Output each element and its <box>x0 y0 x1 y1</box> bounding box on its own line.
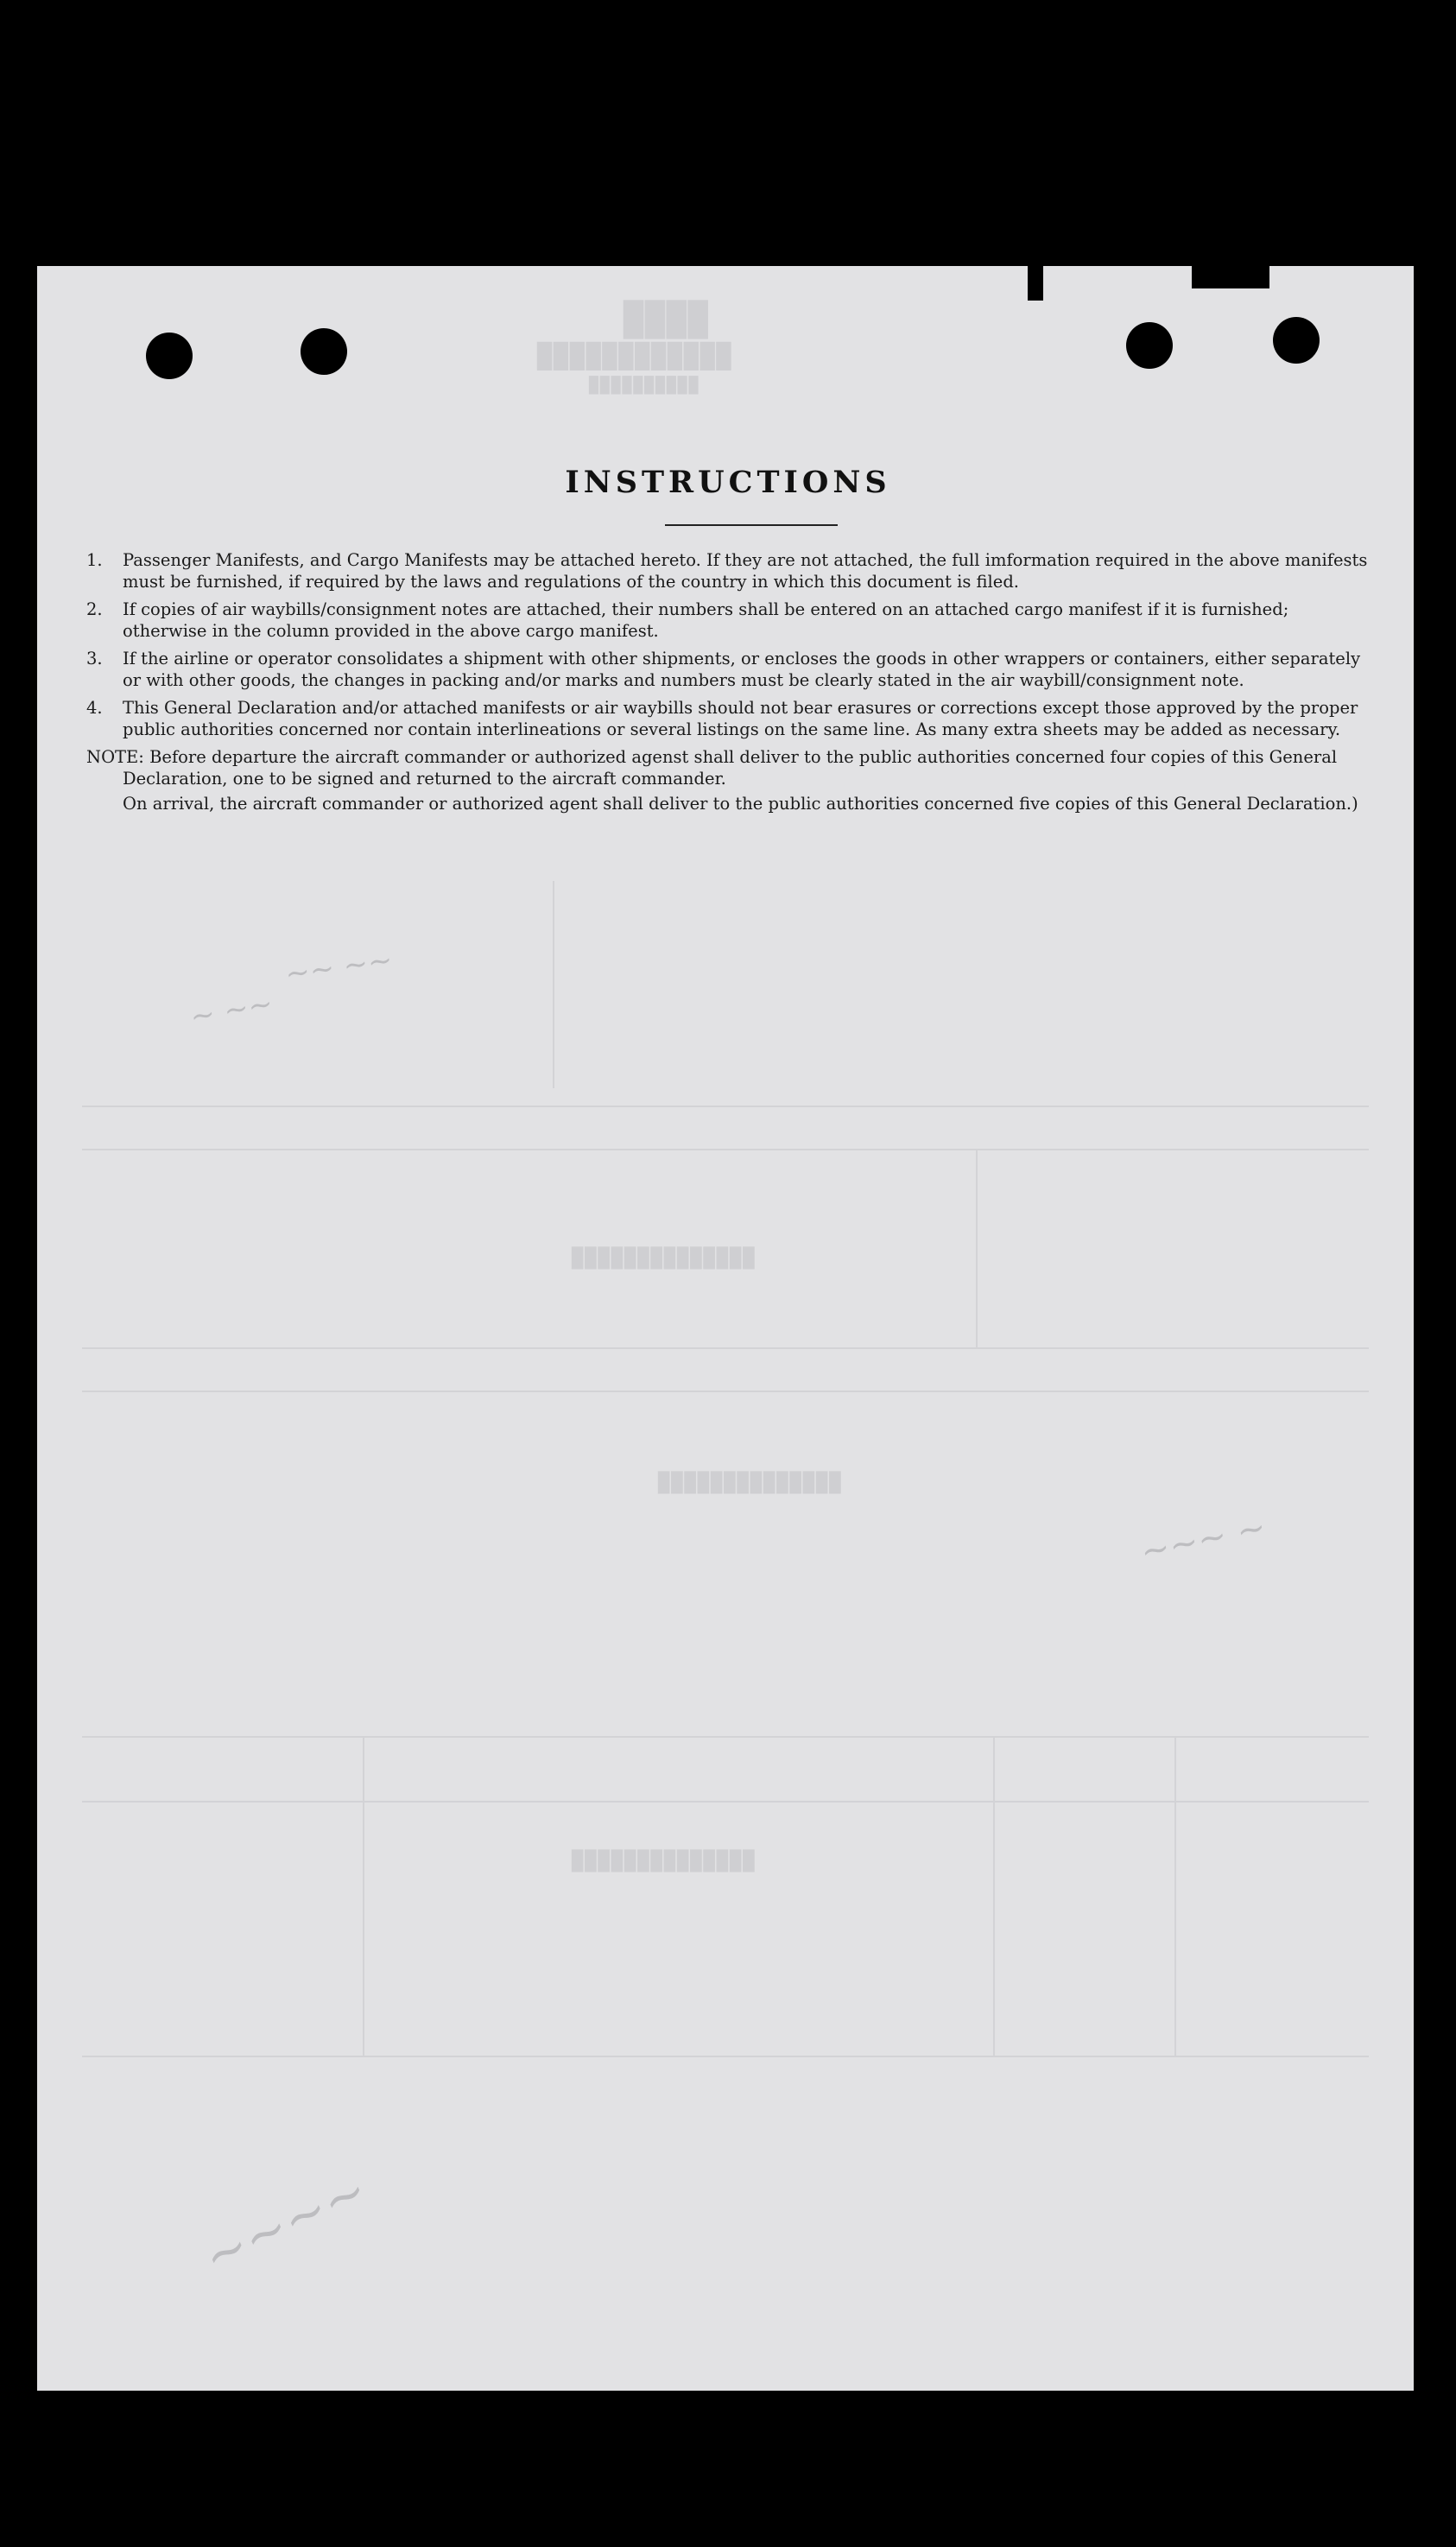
faint-handwriting: ~~~~ <box>193 2159 377 2289</box>
instruction-text: If copies of air waybills/consignment notes are attached, their numbers shall be entered on an attached cargo manifest if it is furnished; otherwise in the column provided in the above cargo manifest. <box>123 599 1289 641</box>
bleed-through-rule <box>82 1149 1369 1150</box>
punch-hole <box>146 333 193 379</box>
bleed-through-text: ██████████████ <box>570 1248 755 1270</box>
bleed-through-rule <box>363 1736 364 2056</box>
note-departure-text: Before departure the aircraft commander or authorized agenst shall deliver to the public authorities concerned four copies of this General Declaration, one to be signed and returned to the aircraft commander. <box>123 747 1338 789</box>
instruction-item <box>86 599 1373 642</box>
instruction-item <box>86 648 1373 691</box>
note-arrival-text: On arrival, the aircraft commander or authorized agent shall deliver to the public authorities concerned five copies of this General Declaration.) <box>123 794 1358 814</box>
instruction-item <box>86 697 1373 740</box>
instruction-text: Passenger Manifests, and Cargo Manifests may be attached hereto. If they are not attached, the full imformation required in the above manifests must be furnished, if required by the laws and regulations of the country in which this document is filed. <box>123 550 1368 592</box>
instruction-number: 1. <box>86 550 103 570</box>
title-underline <box>665 524 838 526</box>
faint-handwriting: ~ ~~ <box>187 985 276 1036</box>
bleed-through-rule <box>82 2056 1369 2057</box>
torn-edge-notch <box>1192 266 1269 288</box>
page-title: INSTRUCTIONS <box>565 465 891 500</box>
bleed-through-text: ██████████████ <box>570 1851 755 1872</box>
punch-hole <box>1273 317 1320 364</box>
faint-handwriting: ~~~ ~ <box>1136 1507 1269 1573</box>
note-label: NOTE: <box>86 747 144 767</box>
bleed-through-text: ████████████ <box>535 342 731 371</box>
note-block <box>86 746 1373 814</box>
bleed-through-text: ████ <box>622 301 708 339</box>
instruction-text: This General Declaration and/or attached manifests or air waybills should not bear erasures or corrections except those approved by the proper public authorities concerned nor contain interlineations or several listings on the same line. As many extra sheets may be added as necessary. <box>123 698 1358 739</box>
faint-handwriting: ~~ ~~ <box>282 942 395 992</box>
instruction-number: 2. <box>86 599 103 619</box>
punch-hole <box>301 328 347 375</box>
bleed-through-rule <box>82 1347 1369 1349</box>
punch-hole <box>1126 322 1173 369</box>
instruction-item <box>86 549 1373 592</box>
instruction-number: 3. <box>86 649 103 668</box>
bleed-through-text: ██████████████ <box>656 1473 841 1494</box>
bleed-through-rule <box>976 1149 978 1347</box>
instructions-list <box>86 549 1373 818</box>
instruction-number: 4. <box>86 698 103 718</box>
bleed-through-rule <box>1174 1736 1176 2056</box>
bleed-through-rule <box>82 1391 1369 1392</box>
bleed-through-rule <box>82 1106 1369 1107</box>
bleed-through-rule <box>553 881 554 1088</box>
bleed-through-rule <box>993 1736 995 2056</box>
bleed-through-text: ██████████ <box>587 377 699 395</box>
instruction-text: If the airline or operator consolidates a shipment with other shipments, or encloses the goods in other wrappers or containers, either separately or with other goods, the changes in packing and/or marks and numbers must be clearly stated in the air waybill/consignment note. <box>123 649 1361 690</box>
note-departure-paragraph <box>86 746 1373 789</box>
torn-edge-notch <box>1028 266 1043 301</box>
